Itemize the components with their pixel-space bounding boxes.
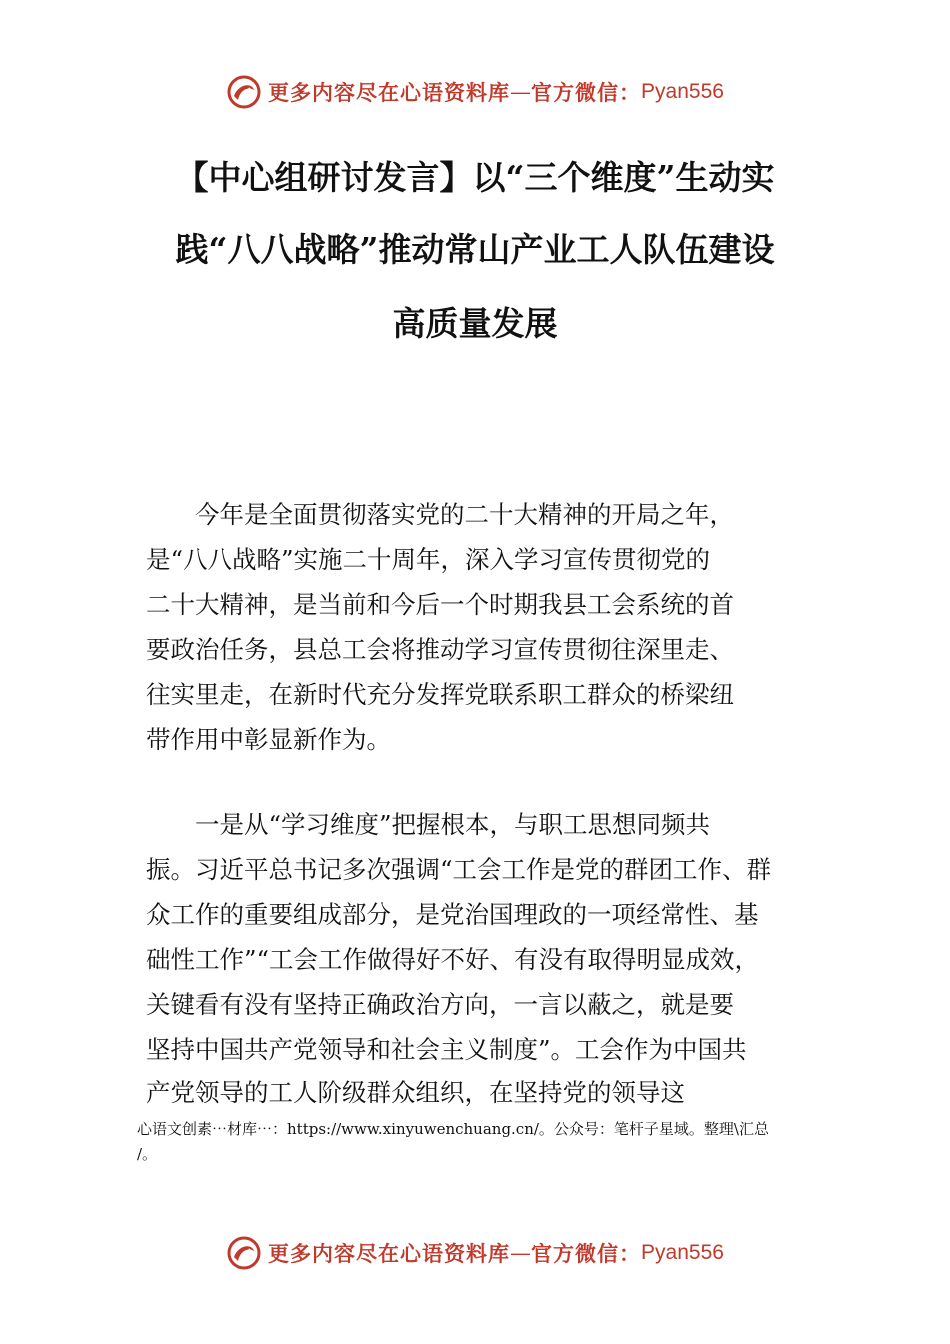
- paragraph-2-line-2: 振。习近平总书记多次强调“工会工作是党的群团工作、群: [146, 855, 772, 884]
- banner-wechat-label: 官方微信：: [531, 1241, 642, 1266]
- swirl-logo-icon: [226, 74, 262, 110]
- paragraph-1-line-6: 带作用中彰显新作为。: [146, 725, 391, 754]
- paragraph-1-line-5: 往实里走，在新时代充分发挥党联系职工群众的桥梁纽: [146, 680, 734, 709]
- paragraph-1-line-2: 是“八八战略”实施二十周年，深入学习宣传贯彻党的: [146, 545, 711, 574]
- banner-wechat-id: Pyan556: [641, 1241, 724, 1264]
- title-line-2: 践“八八战略”推动常山产业工人队伍建设: [175, 230, 775, 269]
- footer-banner: [0, 1229, 950, 1277]
- banner-text: 更多内容尽在心语资料库: [268, 1241, 511, 1266]
- banner-separator: —: [510, 80, 532, 104]
- paragraph-1-line-3: 二十大精神，是当前和今后一个时期我县工会系统的首: [146, 590, 734, 619]
- banner-text: 更多内容尽在心语资料库: [268, 80, 511, 105]
- swirl-logo-icon: [226, 1235, 262, 1271]
- header-banner: [0, 68, 950, 116]
- banner-separator: —: [510, 1241, 532, 1265]
- footnote-line-1: 心语文创素⋯材库⋯：https://www.xinyuwenchuang.cn/。公众号：笔杆子星域。整理\汇总: [137, 1120, 769, 1138]
- paragraph-1-line-1: 今年是全面贯彻落实党的二十大精神的开局之年，: [195, 500, 734, 529]
- paragraph-1-line-4: 要政治任务，县总工会将推动学习宣传贯彻往深里走、: [146, 635, 734, 664]
- paragraph-2-line-5: 关键看有没有坚持正确政治方向，一言以蔽之，就是要: [146, 990, 734, 1019]
- paragraph-2-line-1: 一是从“学习维度”把握根本，与职工思想同频共: [195, 810, 711, 839]
- paragraph-2-line-3: 众工作的重要组成部分，是党治国理政的一项经常性、基: [146, 900, 759, 929]
- footnote-line-2: /。: [137, 1145, 158, 1163]
- paragraph-2-line-7: 产党领导的工人阶级群众组织，在坚持党的领导这: [146, 1078, 685, 1107]
- paragraph-2-line-6: 坚持中国共产党领导和社会主义制度”。工会作为中国共: [146, 1035, 747, 1064]
- title-line-3: 高质量发展: [392, 304, 558, 343]
- title-line-1: 【中心组研讨发言】以“三个维度”生动实: [175, 158, 775, 197]
- paragraph-2-line-4: 础性工作”“工会工作做得好不好、有没有取得明显成效，: [146, 945, 760, 974]
- banner-wechat-id: Pyan556: [641, 80, 724, 103]
- banner-wechat-label: 官方微信：: [531, 80, 642, 105]
